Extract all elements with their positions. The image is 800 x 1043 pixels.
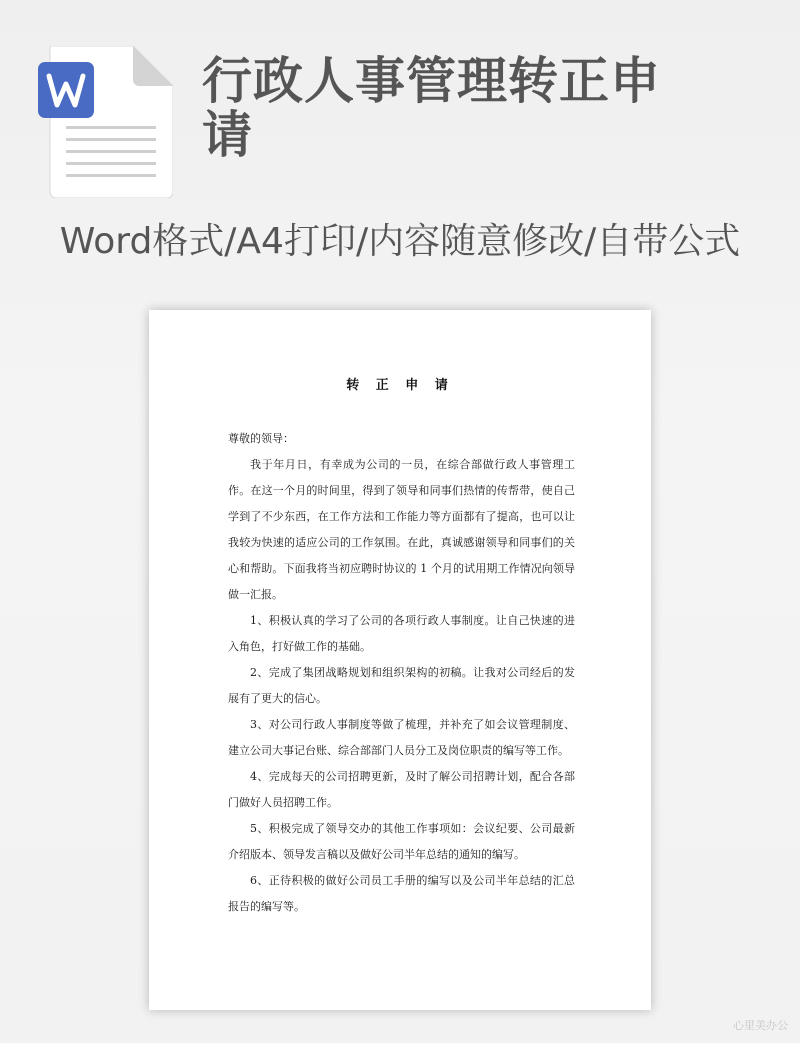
page-title: 行政人事管理转正申请 <box>202 52 661 164</box>
watermark: 心里美办公 <box>733 1019 788 1032</box>
paragraph-item-4: 4、完成每天的公司招聘更新，及时了解公司招聘计划，配合各部门做好人员招聘工作。 <box>228 770 575 809</box>
document-body <box>228 426 575 920</box>
document-heading: 转 正 申 请 <box>346 378 454 393</box>
paragraph-item-2: 2、完成了集团战略规划和组织架构的初稿。让我对公司经后的发展有了更大的信心。 <box>228 666 575 705</box>
word-document-icon <box>38 46 173 198</box>
document-page <box>149 310 651 1010</box>
paragraph-item-3: 3、对公司行政人事制度等做了梳理，并补充了如会议管理制度、建立公司大事记台账、综合部部门人员分工及岗位职责的编写等工作。 <box>228 718 575 757</box>
paragraph-item-6: 6、正待积极的做好公司员工手册的编写以及公司半年总结的汇总报告的编写等。 <box>228 874 575 913</box>
paragraph-item-1: 1、积极认真的学习了公司的各项行政人事制度。让自己快速的进入角色，打好做工作的基础。 <box>228 614 575 653</box>
paragraph-item-5: 5、积极完成了领导交办的其他工作事项如：会议纪要、公司最新介绍版本、领导发言稿以及做好公司半年总结的通知的编写。 <box>228 822 575 861</box>
paragraph-intro: 我于年月日，有幸成为公司的一员，在综合部做行政人事管理工作。在这一个月的时间里，得到了领导和同事们热情的传帮带，使自己学到了不少东西，在工作方法和工作能力等方面都有了提高，也可以让我较为快速的适应公司的工作氛围。在此，真诚感谢领导和同事们的关心和帮助。下面我将当初应聘时协议的 1 个月的试用期工作情况向领导做一汇报。 <box>228 458 575 601</box>
salutation: 尊敬的领导： <box>228 432 294 445</box>
page-subtitle: Word格式/A4打印/内容随意修改/自带公式 <box>59 221 741 262</box>
